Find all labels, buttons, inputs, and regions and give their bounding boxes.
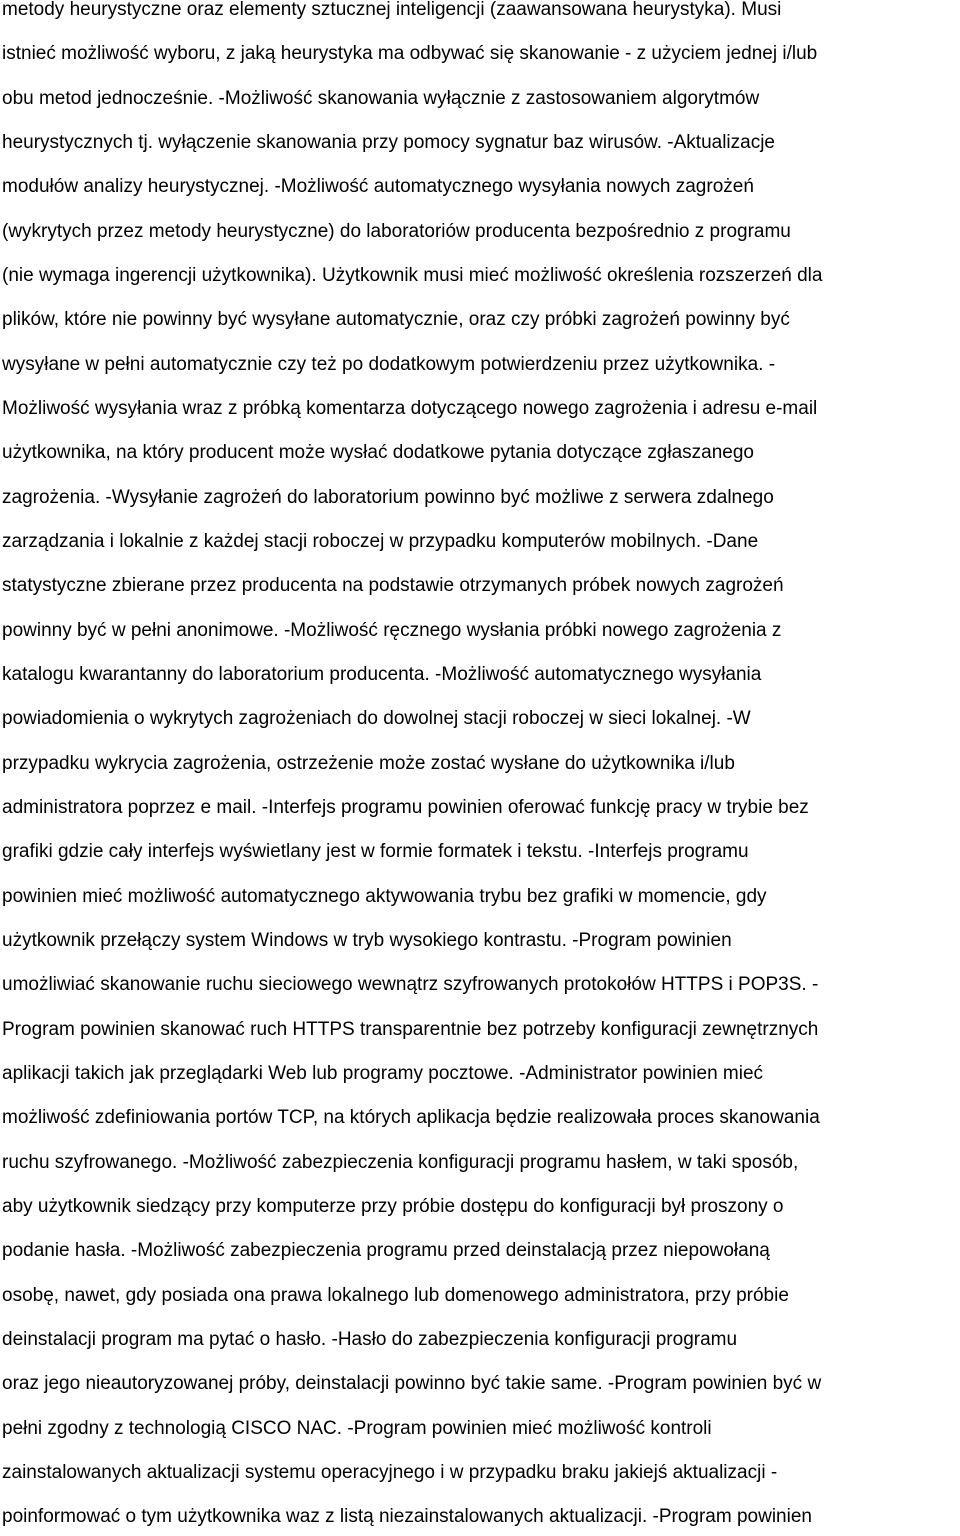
text-line: grafiki gdzie cały interfejs wyświetlany jest w formie formatek i tekstu. -Interfejs programu — [2, 841, 749, 862]
text-line: podanie hasła. -Możliwość zabezpieczenia programu przed deinstalacją przez niepowołaną — [2, 1240, 770, 1261]
text-line: powinny być w pełni anonimowe. -Możliwość ręcznego wysłania próbki nowego zagrożenia z — [2, 620, 782, 641]
text-line: modułów analizy heurystycznej. -Możliwość automatycznego wysyłania nowych zagrożeń — [2, 176, 754, 197]
text-line: zagrożenia. -Wysyłanie zagrożeń do laboratorium powinno być możliwe z serwera zdalnego — [2, 487, 774, 508]
text-line: osobę, nawet, gdy posiada ona prawa lokalnego lub domenowego administratora, przy próbie — [2, 1285, 789, 1306]
text-line: poinformować o tym użytkownika waz z listą niezainstalowanych aktualizacji. -Program powinien — [2, 1506, 812, 1527]
text-line: plików, które nie powinny być wysyłane automatycznie, oraz czy próbki zagrożeń powinny być — [2, 309, 790, 330]
text-line: (wykrytych przez metody heurystyczne) do laboratoriów producenta bezpośrednio z programu — [2, 221, 791, 242]
text-line: aplikacji takich jak przeglądarki Web lub programy pocztowe. -Administrator powinien mieć — [2, 1063, 764, 1084]
text-line: pełni zgodny z technologią CISCO NAC. -Program powinien mieć możliwość kontroli — [2, 1418, 712, 1439]
text-line: statystyczne zbierane przez producenta na podstawie otrzymanych próbek nowych zagrożeń — [2, 575, 784, 596]
text-line: Program powinien skanować ruch HTTPS transparentnie bez potrzeby konfiguracji zewnętrznych — [2, 1019, 819, 1040]
text-line: oraz jego nieautoryzowanej próby, deinstalacji powinno być takie same. -Program powinien być w — [2, 1373, 822, 1394]
text-line: wysyłane w pełni automatycznie czy też po dodatkowym potwierdzeniu przez użytkownika. - — [2, 354, 776, 375]
text-line: użytkownik przełączy system Windows w tryb wysokiego kontrastu. -Program powinien — [2, 930, 732, 951]
text-line: powinien mieć możliwość automatycznego aktywowania trybu bez grafiki w momencie, gdy — [2, 886, 767, 907]
text-line: istnieć możliwość wyboru, z jaką heurystyka ma odbywać się skanowanie - z użyciem jednej i/lub — [2, 43, 818, 64]
text-line: użytkownika, na który producent może wysłać dodatkowe pytania dotyczące zgłaszanego — [2, 442, 754, 463]
text-line: Możliwość wysyłania wraz z próbką komentarza dotyczącego nowego zagrożenia i adresu e-mail — [2, 398, 818, 419]
text-line: (nie wymaga ingerencji użytkownika). Użytkownik musi mieć możliwość określenia rozszerzeń dla — [2, 265, 823, 286]
text-line: katalogu kwarantanny do laboratorium producenta. -Możliwość automatycznego wysyłania — [2, 664, 762, 685]
text-line: umożliwiać skanowanie ruchu sieciowego wewnątrz szyfrowanych protokołów HTTPS i POP3S. - — [2, 974, 819, 995]
text-line: administratora poprzez e mail. -Interfejs programu powinien oferować funkcję pracy w trybie bez — [2, 797, 809, 818]
text-line: deinstalacji program ma pytać o hasło. -Hasło do zabezpieczenia konfiguracji programu — [2, 1329, 738, 1350]
text-line: obu metod jednocześnie. -Możliwość skanowania wyłącznie z zastosowaniem algorytmów — [2, 88, 760, 109]
text-line: przypadku wykrycia zagrożenia, ostrzeżenie może zostać wysłane do użytkownika i/lub — [2, 753, 735, 774]
text-line: zainstalowanych aktualizacji systemu operacyjnego i w przypadku braku jakiejś aktualizacji - — [2, 1462, 778, 1483]
text-line: zarządzania i lokalnie z każdej stacji roboczej w przypadku komputerów mobilnych. -Dane — [2, 531, 759, 552]
text-line: heurystycznych tj. wyłączenie skanowania przy pomocy sygnatur baz wirusów. -Aktualizacje — [2, 132, 775, 153]
text-line: powiadomienia o wykrytych zagrożeniach do dowolnej stacji roboczej w sieci lokalnej. -W — [2, 708, 751, 729]
text-line: aby użytkownik siedzący przy komputerze przy próbie dostępu do konfiguracji był proszony o — [2, 1196, 784, 1217]
text-line: możliwość zdefiniowania portów TCP, na których aplikacja będzie realizowała proces skanowania — [2, 1107, 820, 1128]
text-line: ruchu szyfrowanego. -Możliwość zabezpieczenia konfiguracji programu hasłem, w taki sposób, — [2, 1152, 799, 1173]
text-line: metody heurystyczne oraz elementy sztucznej inteligencji (zaawansowana heurystyka). Musi — [2, 0, 782, 20]
